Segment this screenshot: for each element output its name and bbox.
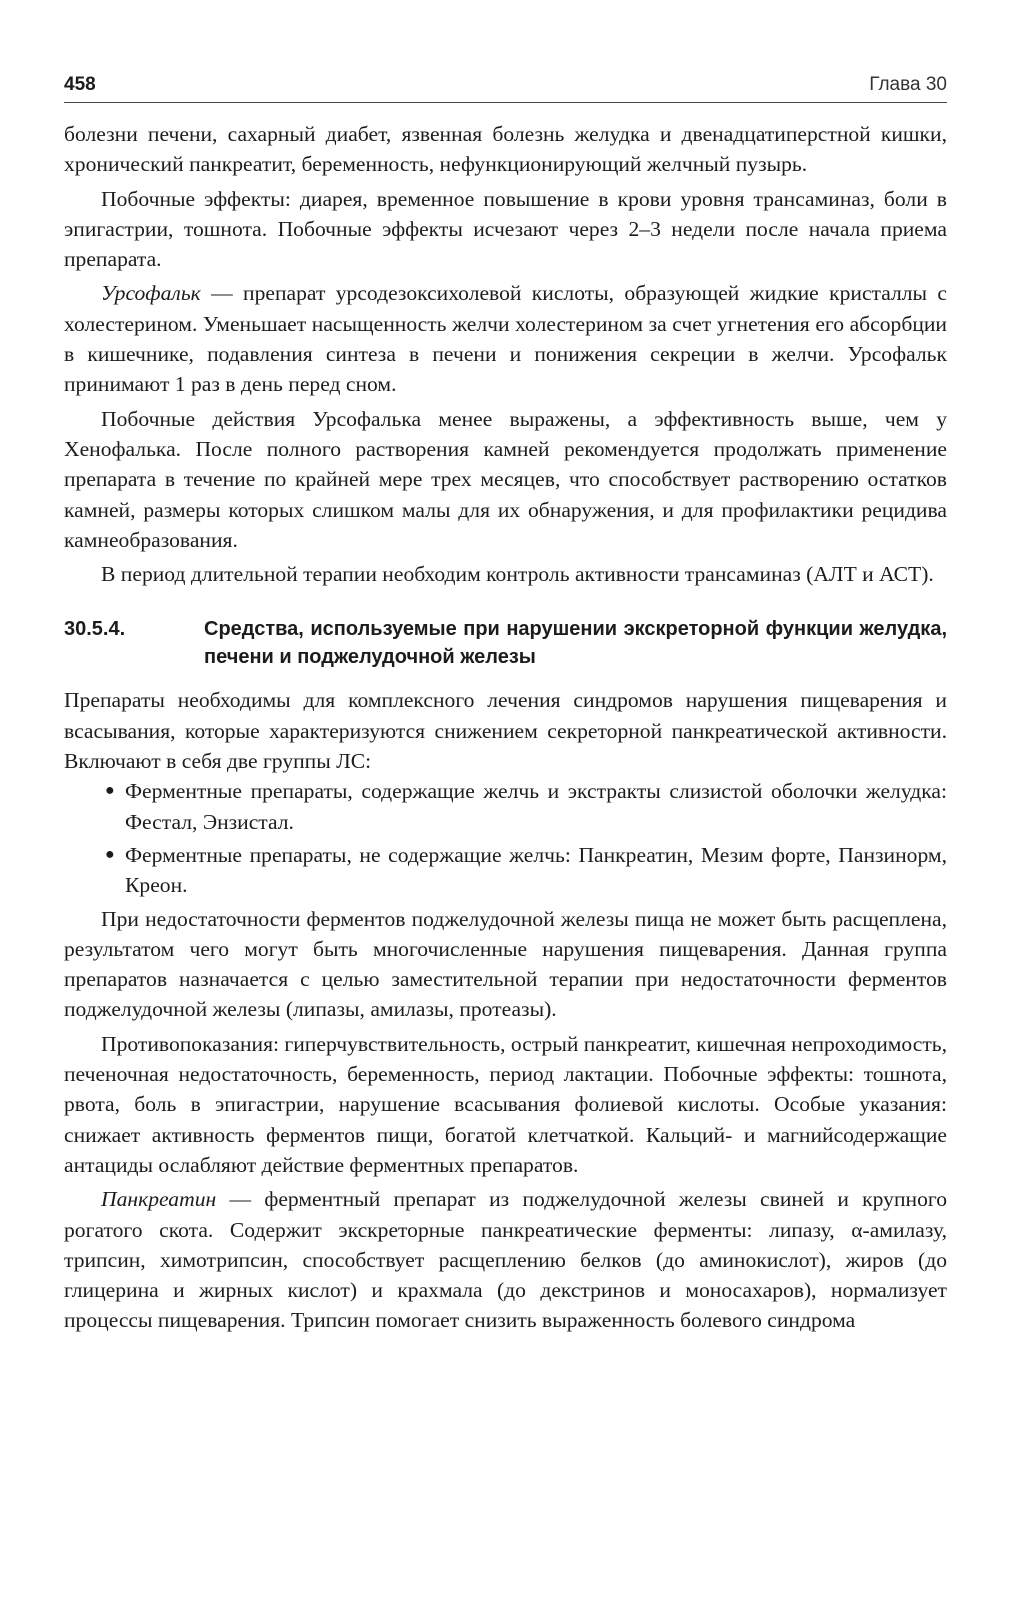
paragraph: Побочные действия Урсофалька менее выражены, а эффективность выше, чем у Хенофалька. После полного растворения камней рекомендуется продолжать применение препарата в течение по крайней мере трех месяцев, что способствует растворению остатков камней, размеры которых слишком малы для их обнаружения, и для профилактики рецидива камнеобразования. <box>64 406 947 552</box>
page-body <box>64 119 947 1336</box>
bullet-icon: ● <box>105 782 115 800</box>
bullet-list <box>64 776 947 900</box>
paragraph: Панкреатин — ферментный препарат из поджелудочной железы свиней и крупного рогатого скота. Содержит экскреторные панкреатические ферменты: липазу, α-амилазу, трипсин, химотрипсин, способствует расщеплению белков (до аминокислот), жиров (до глицерина и жирных кислот) и крахмала (до декстринов и моносахаров), нормализует процессы пищеварения. Трипсин помогает снизить выраженность болевого синдрома <box>64 1187 947 1333</box>
book-page <box>64 72 947 1336</box>
bullet-icon: ● <box>105 845 115 863</box>
running-header <box>64 72 947 103</box>
paragraph: Противопоказания: гиперчувствительность, острый панкреатит, кишечная непроходимость, печеночная недостаточность, беременность, период лактации. Побочные эффекты: тошнота, рвота, боль в эпигастрии, нарушение всасывания фолиевой кислоты. Особые указания: снижает активность ферментов пищи, богатой клетчаткой. Кальций- и магнийсодержащие антациды ослабляют действие ферментных препаратов. <box>64 1031 948 1177</box>
list-item: ● Ферментные препараты, не содержащие желчь: Панкреатин, Мезим форте, Панзинорм, Креон. <box>64 840 947 901</box>
section-title: Средства, используемые при нарушении экскреторной функции желудка, печени и поджелудочной железы <box>204 618 947 669</box>
paragraph: Побочные эффекты: диарея, временное повышение в крови уровня трансаминаз, боли в эпигастрии, тошнота. Побочные эффекты исчезают через 2–3 недели после начала приема препарата. <box>64 186 947 272</box>
chapter-label: Глава 30 <box>869 74 947 95</box>
paragraph: Урсофальк — препарат урсодезоксихолевой кислоты, образующей жидкие кристаллы с холестерином. Уменьшает насыщенность желчи холестерином за счет угнетения его абсорбции в кишечнике, подавления синтеза в печени и понижения секреции в желчи. Урсофальк принимают 1 раз в день перед сном. <box>64 281 947 397</box>
section-heading <box>64 615 947 671</box>
list-item: ● Ферментные препараты, содержащие желчь и экстракты слизистой оболочки желудка: Фестал, Энзистал. <box>64 776 947 837</box>
paragraph: Препараты необходимы для комплексного лечения синдромов нарушения пищеварения и всасывания, которые характеризуются снижением секреторной панкреатической активности. Включают в себя две группы ЛС: <box>64 688 947 774</box>
paragraph: болезни печени, сахарный диабет, язвенная болезнь желудка и двенадцатиперстной кишки, хронический панкреатит, беременность, нефункционирующий желчный пузырь. <box>64 122 947 177</box>
drug-name: Панкреатин <box>101 1187 217 1212</box>
paragraph: В период длительной терапии необходим контроль активности трансаминаз (АЛТ и АСТ). <box>101 562 934 587</box>
paragraph: При недостаточности ферментов поджелудочной железы пища не может быть расщеплена, результатом чего могут быть многочисленные нарушения пищеварения. Данная группа препаратов назначается с целью заместительной терапии при недостаточности ферментов поджелудочной железы (липазы, амилазы, протеазы). <box>64 906 947 1022</box>
section-number: 30.5.4. <box>64 618 126 641</box>
drug-name: Урсофальк <box>101 281 201 306</box>
page-number: 458 <box>64 74 96 95</box>
